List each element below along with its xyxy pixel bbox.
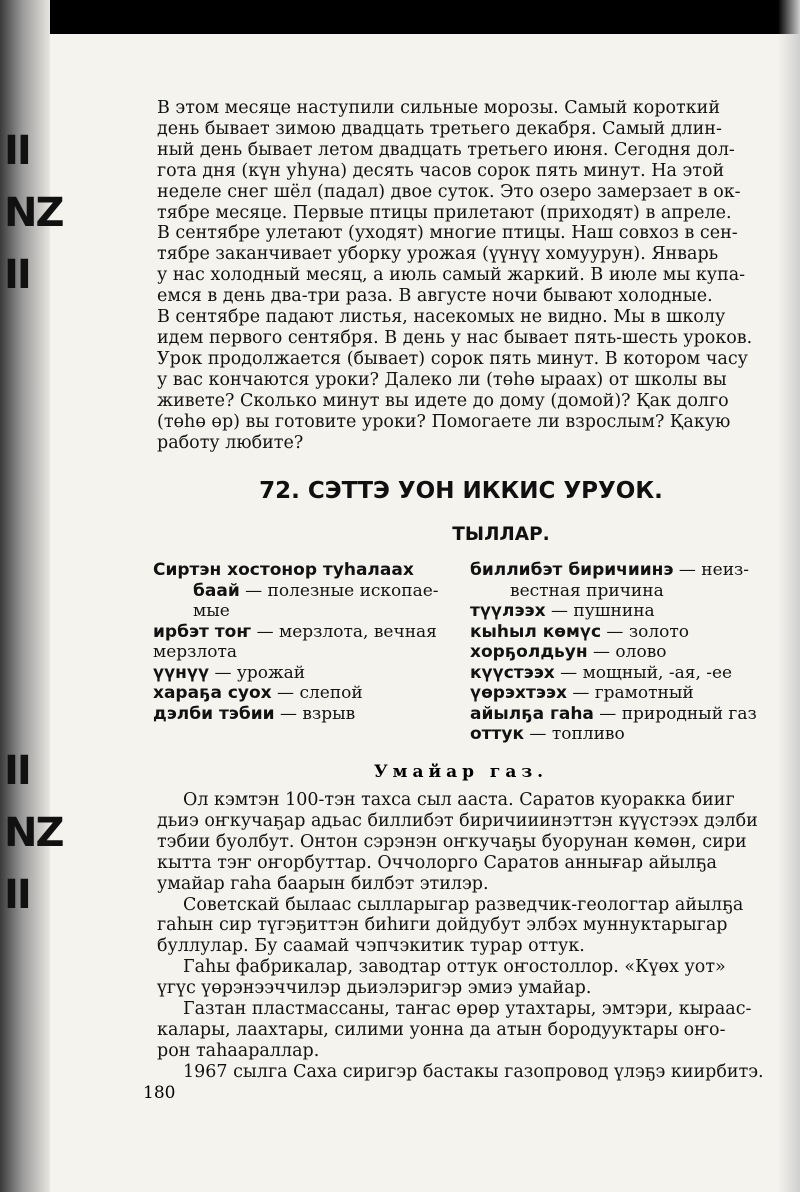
- vocab-entry: [470, 683, 770, 704]
- intro-line: тябре заканчивает уборку урожая (үүнүү хомуурун). Январь: [157, 244, 719, 265]
- text-line: кытта тэҥ оҥорбуттар. Оччолорго Саратов аннығар айылҕа: [157, 852, 717, 873]
- intro-line: неделе снег шёл (падал) двое суток. Это озеро замерзает в ок-: [157, 181, 741, 202]
- text-line: тэбии буолбут. Онтон сэрэнэн оҥкучаҕы буорунан көмөн, сири: [157, 831, 747, 852]
- vocab-definition: — пушнина: [545, 601, 655, 621]
- vocab-entry: [470, 642, 770, 663]
- vocab-definition: — мерзлота, вечная: [251, 621, 437, 642]
- text-line: буллулар. Бу саамай чэпчэкитик турар оттук.: [157, 936, 585, 957]
- text-line: рон таһаараллар.: [157, 1040, 320, 1061]
- text-line: гаһын сир түгэҕиттэн биһиги дойдубут элбэх муннуктарыгар: [157, 915, 728, 936]
- vocab-definition: — олово: [587, 642, 667, 662]
- vocab-entry: [153, 704, 453, 725]
- text-line: 1967 сылга Саха сиригэр бастакы газопровод үлэҕэ киирбитэ.: [183, 1061, 764, 1082]
- intro-paragraph: [157, 98, 765, 453]
- vocab-definition: — грамотный: [566, 683, 694, 703]
- vocab-definition: вестная причина: [510, 580, 664, 601]
- main-text: [157, 790, 765, 1083]
- vocab-term: үүнүү: [153, 662, 210, 683]
- vocab-entry: [470, 581, 770, 602]
- intro-line: тябре месяце. Первые птицы прилетают (приходят) в апреле.: [157, 202, 732, 223]
- vocab-definition: — топливо: [524, 724, 625, 744]
- vocab-definition: — золото: [601, 621, 690, 642]
- vocab-definition: — неиз-: [673, 560, 750, 580]
- text-line: калары, лаахтары, силими уонна да атын бородууктары оҥо-: [157, 1019, 726, 1040]
- vocab-term: Сиртэн хостонор туһалаах: [153, 560, 414, 580]
- vocab-entry: [153, 642, 453, 663]
- text-line: умайар гаһа баарын билбэт этилэр.: [157, 873, 489, 894]
- lesson-heading: 72. СЭТТЭ УОН ИККИС УРУОК.: [259, 478, 663, 504]
- vocab-entry: [153, 683, 453, 704]
- vocab-definition: — урожай: [209, 662, 306, 683]
- vocab-term: айылҕа гаһа: [470, 703, 594, 724]
- vocab-term: кыһыл көмүс: [470, 621, 602, 642]
- intro-line: В сентябре улетают (уходят) многие птицы. Наш совхоз в сен-: [157, 223, 738, 244]
- vocab-heading: ТЫЛЛАР.: [452, 524, 550, 545]
- text-line: Газтан пластмассаны, таҥас өрөр утахтары, эмтэри, кыраас-: [183, 999, 752, 1020]
- vocab-definition: мые: [193, 601, 230, 621]
- intro-line: гота дня (күн уһуна) десять часов сорок пять минут. На этой: [157, 160, 725, 181]
- vocab-entry: [470, 601, 770, 622]
- intro-line: работу любите?: [157, 432, 304, 453]
- vocab-entry: [153, 601, 453, 622]
- vocab-entry: [470, 622, 770, 643]
- vocab-entry: [470, 560, 770, 581]
- text-title: Умайар газ.: [373, 762, 549, 782]
- vocab-term: баай: [193, 580, 240, 601]
- spine-marks: ΙΙ ΝΖ ΙΙ ΙΙ ΝΖ ΙΙ: [4, 128, 63, 918]
- vocab-definition: — мощный, -ая, -ее: [554, 662, 733, 683]
- text-line: Советскай былаас сылларыгар разведчик-геологтар айылҕа: [183, 894, 744, 915]
- intro-line: емся в день два-три раза. В августе ночи бывают холодные.: [157, 286, 713, 307]
- vocab-definition: — слепой: [271, 683, 363, 703]
- vocab-entry: [153, 560, 453, 581]
- vocab-term: хорҕолдьун: [470, 642, 588, 662]
- intro-line: идем первого сентября. В день у нас бывает пять-шесть уроков.: [157, 327, 753, 348]
- text-line: Ол кэмтэн 100-тэн тахса сыл ааста. Саратов куоракка бииг: [183, 790, 735, 810]
- vocab-entry: [153, 663, 453, 684]
- intro-line: у нас холодный месяц, а июль самый жаркий. В июле мы купа-: [157, 265, 746, 286]
- vocab-term: дэлби тэбии: [153, 703, 275, 724]
- vocab-left-column: [153, 560, 453, 724]
- intro-line: у вас кончаются уроки? Далеко ли (төһө ыраах) от школы вы: [157, 369, 727, 390]
- page-number: 180: [143, 1083, 176, 1103]
- intro-line: день бывает зимою двадцать третьего декабря. Самый длин-: [157, 118, 722, 139]
- scan-top-border: [0, 0, 800, 34]
- vocab-definition: — взрыв: [274, 703, 356, 724]
- vocab-term: хараҕа суох: [153, 683, 272, 703]
- vocab-term: биллибэт биричиинэ: [470, 560, 674, 580]
- text-line: Гаһы фабрикалар, заводтар оттук оҥостоллор. «Күөх уот»: [183, 957, 726, 978]
- vocab-term: оттук: [470, 724, 525, 744]
- vocab-term: үөрэхтээх: [470, 683, 567, 703]
- vocab-entry: [470, 663, 770, 684]
- text-line: дьиэ оҥкучаҕар адьас биллибэт биричииинэттэн күүстээх дэлби: [157, 810, 758, 831]
- vocab-definition: — полезные ископае-: [239, 580, 439, 601]
- vocab-right-column: [470, 560, 770, 745]
- text-line: үгүс үөрэнээччилэр дьиэлэригэр эмиэ умайар.: [157, 978, 592, 999]
- intro-line: (төһө өр) вы готовите уроки? Помогаете ли взрослым? Қакую: [157, 411, 731, 432]
- intro-line: В сентябре падают листья, насекомых не видно. Мы в школу: [157, 307, 726, 328]
- vocab-term: күүстээх: [470, 662, 555, 683]
- page-edge-shadow: [778, 0, 800, 1192]
- vocab-entry: [470, 724, 770, 745]
- vocab-definition: — природный газ: [593, 703, 757, 724]
- vocab-entry: [470, 704, 770, 725]
- vocab-entry: [153, 622, 453, 643]
- intro-line: живете? Сколько минут вы идете до дому (домой)? Қак долго: [157, 390, 729, 411]
- vocab-definition: мерзлота: [153, 642, 238, 662]
- intro-line: ный день бывает летом двадцать третьего июня. Сегодня дол-: [157, 139, 735, 160]
- vocab-entry: [153, 581, 453, 602]
- vocab-term: ирбэт тоҥ: [153, 621, 252, 642]
- intro-line: Урок продолжается (бывает) сорок пять минут. В котором часу: [157, 348, 748, 369]
- intro-line: В этом месяце наступили сильные морозы. Самый короткий: [157, 98, 720, 118]
- book-spine: [0, 0, 63, 1192]
- vocab-term: түүлээх: [470, 601, 546, 621]
